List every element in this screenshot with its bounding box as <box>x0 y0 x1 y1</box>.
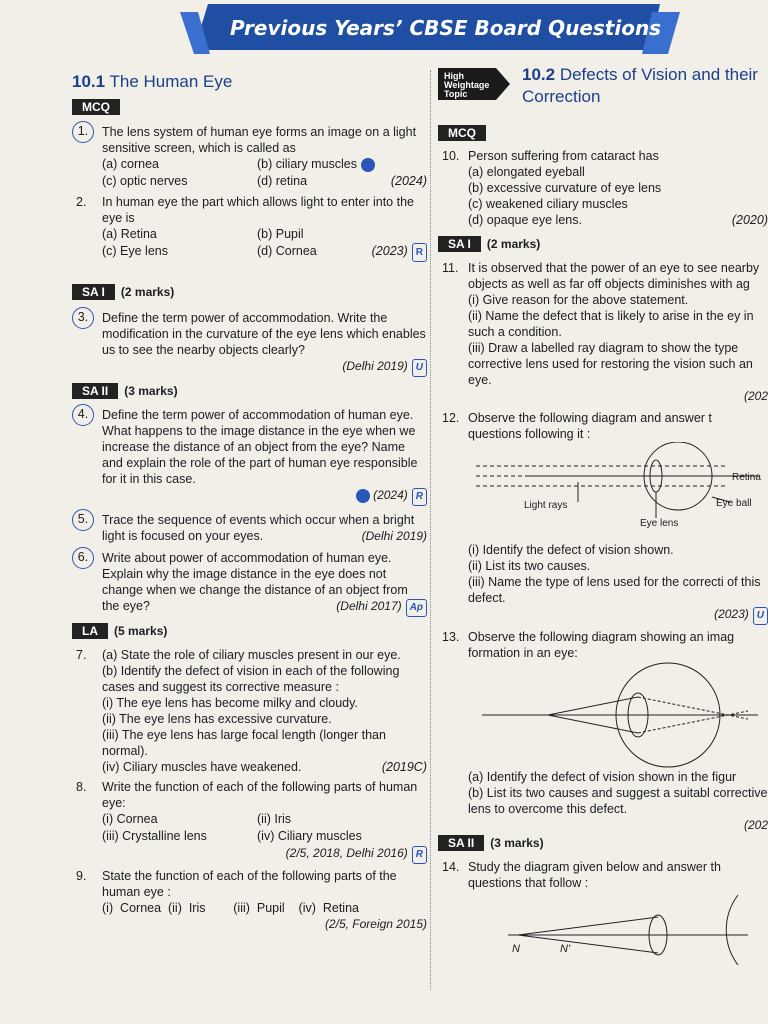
question-1 <box>72 124 427 190</box>
right-column <box>438 64 768 965</box>
left-column <box>72 72 427 932</box>
year-ref: (Delhi 2019) <box>361 529 427 543</box>
question-text: Observe the following diagram and answer t questions following it : <box>468 411 712 441</box>
eye-diagram-svg <box>468 442 768 542</box>
part-a: (a) Identify the defect of vision shown in the figur <box>468 770 737 784</box>
part-i: (i) Cornea <box>102 812 158 826</box>
option-c: (c) optic nerves <box>102 174 188 188</box>
question-number: 14. <box>442 860 460 874</box>
section-number: 10.2 <box>522 65 556 84</box>
question-2 <box>72 194 427 262</box>
year-ref: (2/5, Foreign 2015) <box>324 917 427 931</box>
question-11 <box>438 260 768 404</box>
question-number: 10. <box>442 149 460 163</box>
question-text: Write the function of each of the following parts of human eye: <box>102 780 418 810</box>
options <box>102 811 427 845</box>
sa2-header <box>438 835 768 851</box>
eye-diagram-svg <box>468 661 768 769</box>
year-ref: (202 <box>743 818 768 832</box>
sa1-header <box>438 236 768 252</box>
question-6 <box>72 550 427 617</box>
retina-label: Retina <box>732 472 761 483</box>
eyeball-label: Eye ball <box>716 498 752 509</box>
mcq-tag: MCQ <box>438 125 486 141</box>
year-ref: (Delhi 2019) <box>342 359 408 373</box>
question-3 <box>72 310 427 377</box>
level-badge: Ap <box>406 599 427 617</box>
question-14 <box>438 859 768 965</box>
question-text: Define the term power of accommodation of human eye. What happens to the image distance in the eye when we increase the distance of an object from the eye? Name and explain the role of the part of human eye responsible for it in this case. <box>102 408 418 486</box>
banner <box>180 4 680 56</box>
section-title-10-2 <box>522 64 768 108</box>
point-n-prime-label: N' <box>560 943 571 955</box>
question-5 <box>72 512 427 544</box>
marks-label: (5 marks) <box>114 624 168 638</box>
option-d-row <box>257 243 427 262</box>
column-divider <box>430 70 431 990</box>
part-ii: (ii) Name the defect that is likely to arise in the ey in such a condition. <box>468 309 754 339</box>
high-weightage-badge <box>438 64 512 104</box>
sa1-header <box>72 284 427 300</box>
part-b: (b) Identify the defect of vision in each of the following cases and suggest its corrective measure : <box>102 664 400 694</box>
question-8 <box>72 779 427 864</box>
case-iii: (iii) The eye lens has large focal length (longer than normal). <box>102 728 386 758</box>
option-d-row <box>468 212 768 228</box>
option-d-row <box>257 173 427 190</box>
year-ref: (2024) <box>390 174 427 188</box>
year-ref: (2023) <box>371 244 408 258</box>
sa2-header <box>72 383 427 399</box>
year-ref: (202 <box>743 389 768 403</box>
options: (i) Cornea (ii) Iris (iii) Pupil (iv) Retina <box>102 901 359 915</box>
question-text: It is observed that the power of an eye to see nearby objects as well as far off objects diminishes with ag <box>468 261 760 291</box>
la-tag: LA <box>72 623 108 639</box>
banner-title: Previous Years’ CBSE Board Questions <box>230 16 662 40</box>
question-text: Study the diagram given below and answer th questions that follow : <box>468 860 721 890</box>
question-number: 8. <box>76 780 87 794</box>
part-a: (a) State the role of ciliary muscles present in our eye. <box>102 648 401 662</box>
level-badge: U <box>412 359 427 377</box>
part-ii: (ii) List its two causes. <box>468 559 591 573</box>
level-badge: R <box>412 846 427 864</box>
part-iii: (iii) Draw a labelled ray diagram to show the type corrective lens used for restoring the vision such an eye. <box>468 341 753 387</box>
year-ref: (2/5, 2018, Delhi 2016) <box>285 846 408 860</box>
case-iv: (iv) Ciliary muscles have weakened. <box>102 760 302 774</box>
question-number: 4. <box>72 404 94 426</box>
option-b-wrap <box>257 156 427 173</box>
sa1-tag: SA I <box>438 236 481 252</box>
question-10 <box>438 148 768 228</box>
option-b: (b) Pupil <box>257 227 304 241</box>
video-icon[interactable] <box>361 158 375 172</box>
marks-label: (3 marks) <box>124 384 178 398</box>
part-iii: (iii) Crystalline lens <box>102 829 207 843</box>
part-ii: (ii) Iris <box>257 812 292 826</box>
hw-label: High Weightage Topic <box>444 71 490 99</box>
question-number: 2. <box>76 195 87 209</box>
question-number: 6. <box>72 547 94 569</box>
part-i: (i) Give reason for the above statement. <box>468 293 689 307</box>
year-ref: (Delhi 2017) <box>336 599 402 613</box>
la-header <box>72 623 427 639</box>
case-ii: (ii) The eye lens has excessive curvature. <box>102 712 332 726</box>
level-badge: R <box>412 488 427 506</box>
option-a: (a) Retina <box>102 227 157 241</box>
question-number: 5. <box>72 509 94 531</box>
light-rays-label: Light rays <box>524 500 568 511</box>
section-title-10-1 <box>72 72 427 92</box>
sa2-tag: SA II <box>72 383 118 399</box>
sa2-tag: SA II <box>438 835 484 851</box>
video-icon[interactable] <box>356 489 370 503</box>
question-text: Write about power of accommodation of human eye. Explain why the image distance in the eye does not change when we change the distance of an object from the eye? <box>102 551 408 613</box>
option-b: (b) ciliary muscles <box>257 157 358 171</box>
question-number: 12. <box>442 411 460 425</box>
question-number: 1. <box>72 121 94 143</box>
option-c: (c) Eye lens <box>102 244 168 258</box>
year-ref: (2023) <box>714 607 749 621</box>
option-c: (c) weakened ciliary muscles <box>468 197 628 211</box>
section-name: The Human Eye <box>109 72 233 91</box>
part-iv: (iv) Ciliary muscles <box>257 829 362 843</box>
question-text: The lens system of human eye forms an image on a light sensitive screen, which is called as <box>102 125 417 155</box>
sa1-tag: SA I <box>72 284 115 300</box>
case-iv-row <box>102 759 427 775</box>
question-text: State the function of each of the following parts of the human eye : <box>102 869 397 899</box>
year-ref: (2024) <box>373 488 408 502</box>
question-text: Person suffering from cataract has <box>468 149 659 163</box>
options <box>102 156 427 190</box>
section-number: 10.1 <box>72 72 106 91</box>
marks-label: (2 marks) <box>486 237 541 251</box>
question-number: 11. <box>442 261 459 275</box>
year-ref: (2020) <box>731 213 768 227</box>
eye-lens-label: Eye lens <box>640 518 679 529</box>
option-d: (d) Cornea <box>257 244 317 258</box>
myopia-diagram <box>468 442 768 542</box>
marks-label: (2 marks) <box>120 285 175 299</box>
question-text: Define the term power of accommodation. Write the modification in the curvature of the eye lens which enables us to see the nearby objects clearly? <box>102 311 426 357</box>
question-number: 7. <box>76 648 87 662</box>
case-i: (i) The eye lens has become milky and cloudy. <box>102 696 358 710</box>
year-ref: (2019C) <box>381 760 427 774</box>
mcq-tag: MCQ <box>72 99 120 115</box>
part-iii: (iii) Name the type of lens used for the correcti of this defect. <box>468 575 761 605</box>
question-text: Observe the following diagram showing an imag formation in an eye: <box>468 630 735 660</box>
question-number: 13. <box>442 630 460 644</box>
point-n-label: N <box>512 943 520 955</box>
question-9 <box>72 868 427 932</box>
eye-diagram-14 <box>468 891 768 965</box>
option-a: (a) elongated eyeball <box>468 165 585 179</box>
question-text: Trace the sequence of events which occur when a bright light is focused on your eyes. <box>102 513 415 543</box>
question-text: In human eye the part which allows light to enter into the eye is <box>102 195 414 225</box>
level-badge: U <box>753 607 768 625</box>
option-b: (b) excessive curvature of eye lens <box>468 181 662 195</box>
part-b: (b) List its two causes and suggest a suitabl corrective lens to overcome this defect. <box>468 786 768 816</box>
question-12 <box>438 410 768 625</box>
question-7 <box>72 647 427 775</box>
option-a: (a) cornea <box>102 157 159 171</box>
hypermetropia-diagram <box>468 661 768 769</box>
option-d: (d) opaque eye lens. <box>468 213 582 227</box>
part-i: (i) Identify the defect of vision shown. <box>468 543 674 557</box>
section-header-10-2 <box>438 64 768 108</box>
section-name: Defects of Vision and their Correction <box>522 65 758 106</box>
level-badge: R <box>412 243 427 262</box>
marks-label: (3 marks) <box>490 836 544 850</box>
question-13 <box>438 629 768 833</box>
question-number: 3. <box>72 307 94 329</box>
options <box>102 226 427 262</box>
question-number: 9. <box>76 869 87 883</box>
option-d: (d) retina <box>257 174 308 188</box>
question-4 <box>72 407 427 506</box>
